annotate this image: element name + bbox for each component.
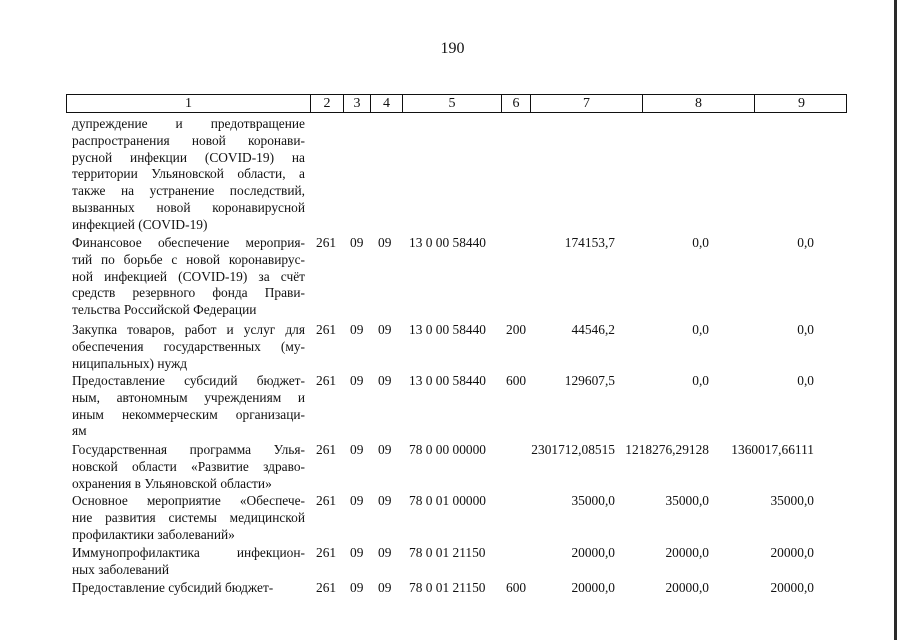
amount-2023: 20000,0 (770, 580, 814, 595)
code-gr: 261 (316, 580, 337, 595)
description-line: русной инфекции (COVID-19) на (72, 149, 305, 165)
header-col-8: 8 (643, 95, 755, 112)
code-csr: 78 0 01 21150 (409, 545, 486, 560)
header-col-7: 7 (531, 95, 643, 112)
description-line: средств резервного фонда Прави- (72, 285, 305, 301)
amount-2022: 20000,0 (665, 580, 709, 595)
amount-2022: 1218276,29128 (625, 442, 709, 457)
amount-2022: 35000,0 (665, 493, 709, 508)
code-pr: 09 (378, 442, 392, 457)
code-pr: 09 (378, 322, 392, 337)
description-line: Предоставление субсидий бюджет- (72, 373, 305, 388)
code-gr: 261 (316, 493, 337, 508)
code-csr: 78 0 00 00000 (409, 442, 486, 457)
code-gr: 261 (316, 373, 337, 388)
description-line: тий по борьбе с новой коронавирус- (72, 251, 305, 267)
code-csr: 13 0 00 58440 (409, 373, 486, 388)
amount-2023: 0,0 (797, 322, 814, 337)
description-line: территории Ульяновской области, а (72, 166, 305, 182)
description-line: обеспечения государственных (му- (72, 338, 305, 354)
amount-2021: 44546,2 (571, 322, 615, 337)
amount-2023: 35000,0 (770, 493, 814, 508)
description-line: ным, автономным учреждениям и (72, 389, 305, 405)
header-col-2: 2 (311, 95, 344, 112)
description-line: ниципальных) нужд (72, 355, 188, 371)
description-line: распространения новой коронави- (72, 132, 305, 148)
code-csr: 78 0 01 00000 (409, 493, 486, 508)
table-header (66, 94, 847, 113)
description-line: ние развития системы медицинской (72, 509, 305, 525)
description-line: новской области «Развитие здраво- (72, 458, 305, 474)
description-line: ной инфекцией (COVID-19) за счёт (72, 268, 305, 284)
code-gr: 261 (316, 545, 337, 560)
amount-2022: 0,0 (692, 322, 709, 337)
code-pr: 09 (378, 580, 392, 595)
code-gr: 261 (316, 235, 337, 250)
row-description (72, 493, 305, 543)
row-description (72, 580, 305, 597)
amount-2021: 174153,7 (564, 235, 615, 250)
description-line: тельства Российской Федерации (72, 302, 257, 318)
code-rz: 09 (350, 373, 364, 388)
amount-2021: 20000,0 (571, 545, 615, 560)
code-gr: 261 (316, 442, 337, 457)
code-vr: 600 (506, 373, 527, 388)
description-line: Иммунопрофилактика инфекцион- (72, 545, 305, 560)
description-line: Основное мероприятие «Обеспече- (72, 493, 305, 508)
code-gr: 261 (316, 322, 337, 337)
description-line: также на устранение последствий, (72, 183, 305, 199)
description-line: ям (72, 423, 87, 439)
description-line: дупреждение и предотвращение (72, 116, 305, 131)
amount-2023: 20000,0 (770, 545, 814, 560)
header-col-1: 1 (67, 95, 311, 112)
amount-2023: 1360017,66111 (731, 442, 814, 457)
row-description (72, 116, 305, 234)
description-line: инфекцией (COVID-19) (72, 216, 208, 232)
row-description (72, 545, 305, 579)
code-csr: 13 0 00 58440 (409, 322, 486, 337)
header-col-4: 4 (371, 95, 403, 112)
description-line: Закупка товаров, работ и услуг для (72, 322, 305, 337)
page-number: 190 (440, 40, 465, 57)
code-rz: 09 (350, 580, 364, 595)
row-description (72, 442, 305, 492)
description-line: иным некоммерческим организаци- (72, 406, 305, 422)
header-col-9: 9 (798, 96, 805, 111)
amount-2022: 20000,0 (665, 545, 709, 560)
header-col-6: 6 (502, 95, 531, 112)
description-line: ных заболеваний (72, 561, 169, 577)
code-csr: 13 0 00 58440 (409, 235, 486, 250)
description-line: Предоставление субсидий бюджет- (72, 580, 274, 595)
code-rz: 09 (350, 322, 364, 337)
amount-2021: 129607,5 (564, 373, 615, 388)
code-rz: 09 (350, 442, 364, 457)
amount-2022: 0,0 (692, 373, 709, 388)
amount-2023: 0,0 (797, 373, 814, 388)
code-csr: 78 0 01 21150 (409, 580, 486, 595)
row-description (72, 322, 305, 372)
amount-2021: 35000,0 (571, 493, 615, 508)
code-pr: 09 (378, 545, 392, 560)
code-rz: 09 (350, 545, 364, 560)
code-pr: 09 (378, 235, 392, 250)
row-description (72, 235, 305, 319)
amount-2021: 2301712,08515 (531, 442, 615, 457)
amount-2023: 0,0 (797, 235, 814, 250)
description-line: Государственная программа Улья- (72, 442, 305, 457)
header-col-5: 5 (403, 95, 502, 112)
scan-edge (894, 0, 897, 640)
description-line: охранения в Ульяновской области» (72, 475, 272, 491)
code-vr: 600 (506, 580, 527, 595)
header-col-3: 3 (344, 95, 371, 112)
description-line: профилактики заболеваний» (72, 526, 235, 542)
description-line: Финансовое обеспечение мероприя- (72, 235, 305, 250)
code-vr: 200 (506, 322, 527, 337)
amount-2022: 0,0 (692, 235, 709, 250)
amount-2021: 20000,0 (571, 580, 615, 595)
row-description (72, 373, 305, 440)
code-pr: 09 (378, 493, 392, 508)
code-rz: 09 (350, 493, 364, 508)
code-pr: 09 (378, 373, 392, 388)
description-line: вызванных новой коронавирусной (72, 199, 305, 215)
code-rz: 09 (350, 235, 364, 250)
